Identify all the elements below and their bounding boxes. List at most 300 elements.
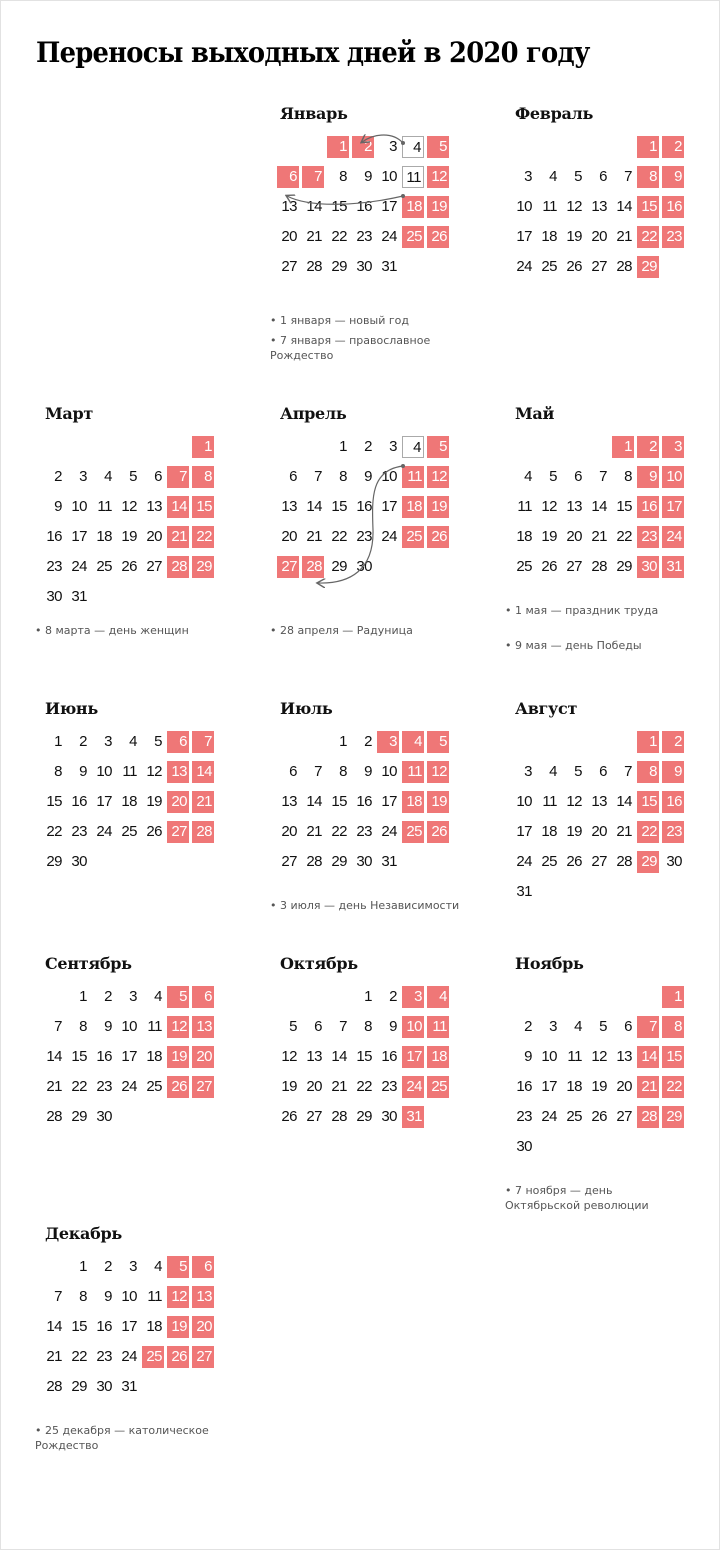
day-cell-holiday: 25 bbox=[402, 226, 424, 248]
day-cell: 17 bbox=[121, 1318, 137, 1335]
day-cell: 21 bbox=[306, 228, 322, 245]
page-title: Переносы выходных дней в 2020 году bbox=[36, 36, 590, 69]
holiday-note: • 3 июля — день Независимости bbox=[270, 899, 460, 912]
day-cell: 27 bbox=[281, 853, 297, 870]
day-cell: 29 bbox=[616, 558, 632, 575]
day-cell: 28 bbox=[306, 258, 322, 275]
day-cell-holiday: 8 bbox=[662, 1016, 684, 1038]
day-cell: 11 bbox=[542, 198, 557, 215]
day-cell-holiday: 26 bbox=[427, 526, 449, 548]
holiday-note: • 1 января — новый год bbox=[270, 314, 409, 327]
day-cell: 7 bbox=[314, 468, 322, 485]
day-cell: 19 bbox=[566, 228, 582, 245]
day-cell: 13 bbox=[591, 198, 607, 215]
day-cell: 10 bbox=[71, 498, 87, 515]
day-cell: 25 bbox=[96, 558, 112, 575]
day-cell-holiday: 18 bbox=[402, 196, 424, 218]
day-cell-transferred-workday: 11 bbox=[402, 166, 424, 188]
day-cell: 19 bbox=[591, 1078, 607, 1095]
day-cell: 8 bbox=[54, 763, 62, 780]
day-cell-holiday: 19 bbox=[167, 1046, 189, 1068]
day-cell: 16 bbox=[356, 498, 372, 515]
day-cell: 16 bbox=[46, 528, 62, 545]
day-cell: 17 bbox=[516, 228, 532, 245]
day-cell: 10 bbox=[381, 168, 397, 185]
day-cell: 12 bbox=[591, 1048, 607, 1065]
day-cell: 2 bbox=[79, 733, 87, 750]
day-cell: 22 bbox=[356, 1078, 372, 1095]
day-cell-holiday: 19 bbox=[427, 791, 449, 813]
holiday-note: • 8 марта — день женщин bbox=[35, 624, 189, 637]
day-cell: 10 bbox=[121, 1018, 137, 1035]
day-cell-holiday: 6 bbox=[277, 166, 299, 188]
day-cell: 28 bbox=[306, 853, 322, 870]
day-cell: 12 bbox=[541, 498, 557, 515]
day-cell-holiday: 4 bbox=[402, 731, 424, 753]
day-cell-holiday: 19 bbox=[427, 496, 449, 518]
day-cell: 16 bbox=[516, 1078, 532, 1095]
month-name: Апрель bbox=[280, 404, 347, 423]
day-cell: 9 bbox=[104, 1288, 112, 1305]
day-cell: 4 bbox=[154, 1258, 162, 1275]
day-cell: 9 bbox=[524, 1048, 532, 1065]
day-cell-holiday: 28 bbox=[167, 556, 189, 578]
day-cell: 26 bbox=[566, 258, 582, 275]
day-cell-holiday: 13 bbox=[192, 1016, 214, 1038]
day-cell: 1 bbox=[339, 438, 347, 455]
day-cell-holiday: 11 bbox=[402, 466, 424, 488]
day-cell-holiday: 1 bbox=[637, 731, 659, 753]
day-cell: 10 bbox=[381, 763, 397, 780]
day-cell: 20 bbox=[616, 1078, 632, 1095]
day-cell: 7 bbox=[599, 468, 607, 485]
day-cell-holiday: 12 bbox=[167, 1016, 189, 1038]
day-cell: 9 bbox=[54, 498, 62, 515]
day-cell-holiday: 8 bbox=[637, 761, 659, 783]
day-cell: 16 bbox=[96, 1048, 112, 1065]
day-cell: 6 bbox=[154, 468, 162, 485]
day-cell: 25 bbox=[516, 558, 532, 575]
month-name: Июнь bbox=[45, 699, 98, 718]
day-cell: 5 bbox=[574, 763, 582, 780]
day-cell: 12 bbox=[566, 793, 582, 810]
day-cell: 7 bbox=[54, 1288, 62, 1305]
day-cell: 18 bbox=[541, 823, 557, 840]
day-cell: 8 bbox=[79, 1288, 87, 1305]
day-cell: 21 bbox=[46, 1348, 62, 1365]
month-name: Май bbox=[515, 404, 555, 423]
day-cell: 10 bbox=[516, 793, 532, 810]
day-cell: 8 bbox=[339, 763, 347, 780]
holiday-notes bbox=[35, 623, 235, 643]
day-cell: 5 bbox=[129, 468, 137, 485]
day-cell: 11 bbox=[147, 1288, 162, 1305]
month-name: Октябрь bbox=[280, 954, 358, 973]
day-cell: 29 bbox=[46, 853, 62, 870]
day-cell: 21 bbox=[331, 1078, 347, 1095]
day-cell: 5 bbox=[289, 1018, 297, 1035]
day-cell-holiday: 3 bbox=[377, 731, 399, 753]
day-cell: 24 bbox=[71, 558, 87, 575]
day-cell: 18 bbox=[566, 1078, 582, 1095]
day-cell: 6 bbox=[289, 468, 297, 485]
day-cell: 3 bbox=[389, 138, 397, 155]
day-cell: 22 bbox=[71, 1348, 87, 1365]
day-cell-holiday: 22 bbox=[637, 226, 659, 248]
day-cell-holiday: 25 bbox=[402, 526, 424, 548]
day-cell: 4 bbox=[129, 733, 137, 750]
day-cell: 8 bbox=[339, 168, 347, 185]
day-cell: 14 bbox=[616, 793, 632, 810]
day-cell-holiday: 2 bbox=[662, 136, 684, 158]
day-cell: 9 bbox=[364, 468, 372, 485]
day-cell-holiday: 4 bbox=[427, 986, 449, 1008]
day-cell: 24 bbox=[121, 1078, 137, 1095]
day-cell-holiday: 2 bbox=[662, 731, 684, 753]
day-cell: 11 bbox=[147, 1018, 162, 1035]
day-cell-holiday: 20 bbox=[167, 791, 189, 813]
day-cell: 28 bbox=[616, 853, 632, 870]
day-cell: 10 bbox=[381, 468, 397, 485]
day-cell: 15 bbox=[331, 793, 347, 810]
day-cell: 12 bbox=[281, 1048, 297, 1065]
day-cell-holiday: 2 bbox=[637, 436, 659, 458]
day-cell: 6 bbox=[599, 763, 607, 780]
day-cell: 14 bbox=[46, 1048, 62, 1065]
day-cell: 2 bbox=[364, 438, 372, 455]
day-cell-holiday: 9 bbox=[662, 761, 684, 783]
day-cell-holiday: 29 bbox=[637, 256, 659, 278]
day-cell-holiday: 5 bbox=[167, 986, 189, 1008]
day-cell-holiday: 5 bbox=[427, 731, 449, 753]
day-cell: 7 bbox=[54, 1018, 62, 1035]
day-cell-holiday: 15 bbox=[637, 791, 659, 813]
day-cell: 29 bbox=[71, 1108, 87, 1125]
day-cell: 28 bbox=[331, 1108, 347, 1125]
day-cell: 26 bbox=[121, 558, 137, 575]
holiday-notes bbox=[270, 898, 490, 918]
day-cell: 18 bbox=[516, 528, 532, 545]
day-cell-holiday: 10 bbox=[402, 1016, 424, 1038]
day-cell: 4 bbox=[104, 468, 112, 485]
day-cell: 3 bbox=[524, 168, 532, 185]
day-cell-holiday: 1 bbox=[327, 136, 349, 158]
day-cell: 31 bbox=[381, 258, 397, 275]
day-cell: 24 bbox=[96, 823, 112, 840]
day-cell: 1 bbox=[79, 1258, 87, 1275]
day-cell-holiday: 1 bbox=[637, 136, 659, 158]
day-cell: 11 bbox=[567, 1048, 582, 1065]
day-cell: 12 bbox=[146, 763, 162, 780]
day-cell: 1 bbox=[79, 988, 87, 1005]
day-cell: 25 bbox=[541, 853, 557, 870]
day-cell: 28 bbox=[616, 258, 632, 275]
day-cell-holiday: 7 bbox=[192, 731, 214, 753]
day-cell-transferred-workday: 4 bbox=[402, 436, 424, 458]
day-cell-holiday: 5 bbox=[427, 136, 449, 158]
day-cell: 1 bbox=[54, 733, 62, 750]
holiday-note: • 28 апреля — Радуница bbox=[270, 624, 413, 637]
day-cell: 4 bbox=[574, 1018, 582, 1035]
day-cell: 17 bbox=[381, 198, 397, 215]
day-cell: 6 bbox=[599, 168, 607, 185]
day-cell: 23 bbox=[96, 1078, 112, 1095]
day-cell-holiday: 11 bbox=[402, 761, 424, 783]
day-cell-holiday: 12 bbox=[427, 466, 449, 488]
day-cell: 24 bbox=[381, 528, 397, 545]
day-cell: 13 bbox=[591, 793, 607, 810]
day-cell: 10 bbox=[541, 1048, 557, 1065]
day-cell: 14 bbox=[306, 498, 322, 515]
day-cell: 21 bbox=[46, 1078, 62, 1095]
day-cell-holiday: 14 bbox=[192, 761, 214, 783]
day-cell: 13 bbox=[281, 198, 297, 215]
day-cell: 23 bbox=[516, 1108, 532, 1125]
day-cell: 26 bbox=[541, 558, 557, 575]
month-name: Декабрь bbox=[45, 1224, 122, 1243]
day-cell: 15 bbox=[331, 498, 347, 515]
day-cell-holiday: 23 bbox=[637, 526, 659, 548]
day-cell-holiday: 3 bbox=[662, 436, 684, 458]
day-cell-transferred-workday: 4 bbox=[402, 136, 424, 158]
day-cell: 31 bbox=[516, 883, 532, 900]
day-cell-holiday: 27 bbox=[277, 556, 299, 578]
month-name: Ноябрь bbox=[515, 954, 584, 973]
day-cell: 8 bbox=[364, 1018, 372, 1035]
day-cell-holiday: 8 bbox=[192, 466, 214, 488]
day-cell: 14 bbox=[306, 198, 322, 215]
day-cell: 13 bbox=[281, 498, 297, 515]
day-cell: 19 bbox=[281, 1078, 297, 1095]
day-cell: 17 bbox=[541, 1078, 557, 1095]
month-name: Январь bbox=[280, 104, 348, 123]
day-cell: 31 bbox=[381, 853, 397, 870]
day-cell-holiday: 29 bbox=[192, 556, 214, 578]
day-cell-holiday: 28 bbox=[192, 821, 214, 843]
day-cell-holiday: 12 bbox=[427, 761, 449, 783]
day-cell: 23 bbox=[46, 558, 62, 575]
day-cell: 24 bbox=[541, 1108, 557, 1125]
day-cell-holiday: 28 bbox=[637, 1106, 659, 1128]
day-cell-holiday: 27 bbox=[192, 1346, 214, 1368]
day-cell: 16 bbox=[356, 793, 372, 810]
day-cell: 2 bbox=[54, 468, 62, 485]
day-cell: 13 bbox=[616, 1048, 632, 1065]
day-cell: 10 bbox=[516, 198, 532, 215]
month-name: Сентябрь bbox=[45, 954, 132, 973]
day-cell: 3 bbox=[79, 468, 87, 485]
day-cell-holiday: 3 bbox=[402, 986, 424, 1008]
day-cell: 16 bbox=[71, 793, 87, 810]
holiday-notes bbox=[270, 313, 460, 368]
day-cell-holiday: 20 bbox=[192, 1046, 214, 1068]
day-cell: 15 bbox=[71, 1318, 87, 1335]
day-cell-holiday: 2 bbox=[352, 136, 374, 158]
day-cell: 14 bbox=[616, 198, 632, 215]
day-cell-holiday: 26 bbox=[167, 1346, 189, 1368]
holiday-notes bbox=[270, 623, 470, 643]
day-cell: 13 bbox=[146, 498, 162, 515]
day-cell: 2 bbox=[389, 988, 397, 1005]
holiday-note: • 9 мая — день Победы bbox=[505, 639, 642, 652]
day-cell: 31 bbox=[121, 1378, 137, 1395]
day-cell: 18 bbox=[121, 793, 137, 810]
day-cell: 11 bbox=[122, 763, 137, 780]
day-cell-holiday: 18 bbox=[427, 1046, 449, 1068]
day-cell-holiday: 31 bbox=[402, 1106, 424, 1128]
day-cell: 29 bbox=[71, 1378, 87, 1395]
day-cell: 27 bbox=[566, 558, 582, 575]
day-cell: 27 bbox=[616, 1108, 632, 1125]
day-cell-holiday: 26 bbox=[427, 821, 449, 843]
day-cell: 6 bbox=[624, 1018, 632, 1035]
day-cell: 20 bbox=[591, 228, 607, 245]
day-cell: 3 bbox=[549, 1018, 557, 1035]
day-cell-holiday: 16 bbox=[637, 496, 659, 518]
day-cell: 14 bbox=[306, 793, 322, 810]
holiday-note: • 7 ноября — день Октябрьской революции bbox=[505, 1184, 649, 1212]
day-cell: 15 bbox=[331, 198, 347, 215]
day-cell: 3 bbox=[389, 438, 397, 455]
day-cell-holiday: 23 bbox=[662, 226, 684, 248]
day-cell: 21 bbox=[591, 528, 607, 545]
day-cell-holiday: 10 bbox=[662, 466, 684, 488]
day-cell: 17 bbox=[121, 1048, 137, 1065]
day-cell: 8 bbox=[339, 468, 347, 485]
day-cell-holiday: 15 bbox=[637, 196, 659, 218]
day-cell-holiday: 28 bbox=[302, 556, 324, 578]
day-cell: 28 bbox=[46, 1108, 62, 1125]
day-cell-holiday: 21 bbox=[192, 791, 214, 813]
day-cell-holiday: 6 bbox=[192, 986, 214, 1008]
day-cell-holiday: 22 bbox=[192, 526, 214, 548]
day-cell: 13 bbox=[566, 498, 582, 515]
month-name: Июль bbox=[280, 699, 333, 718]
day-cell: 20 bbox=[146, 528, 162, 545]
day-cell: 30 bbox=[666, 853, 682, 870]
holiday-notes bbox=[505, 603, 705, 658]
day-cell-holiday: 29 bbox=[662, 1106, 684, 1128]
day-cell-holiday: 22 bbox=[662, 1076, 684, 1098]
day-cell-holiday: 18 bbox=[402, 496, 424, 518]
day-cell: 21 bbox=[616, 823, 632, 840]
month-name: Август bbox=[515, 699, 578, 718]
day-cell-holiday: 21 bbox=[637, 1076, 659, 1098]
day-cell: 1 bbox=[364, 988, 372, 1005]
holiday-notes bbox=[505, 1183, 680, 1218]
day-cell-holiday: 6 bbox=[192, 1256, 214, 1278]
holiday-note: • 7 января — православное Рождество bbox=[270, 334, 431, 362]
day-cell-holiday: 27 bbox=[192, 1076, 214, 1098]
day-cell: 2 bbox=[104, 1258, 112, 1275]
day-cell: 29 bbox=[331, 558, 347, 575]
day-cell-holiday: 12 bbox=[427, 166, 449, 188]
day-cell: 24 bbox=[121, 1348, 137, 1365]
day-cell-holiday: 11 bbox=[427, 1016, 449, 1038]
day-cell: 14 bbox=[331, 1048, 347, 1065]
day-cell: 4 bbox=[524, 468, 532, 485]
day-cell: 5 bbox=[574, 168, 582, 185]
day-cell-holiday: 5 bbox=[427, 436, 449, 458]
day-cell: 26 bbox=[281, 1108, 297, 1125]
day-cell-holiday: 15 bbox=[662, 1046, 684, 1068]
day-cell: 2 bbox=[104, 988, 112, 1005]
day-cell: 16 bbox=[96, 1318, 112, 1335]
day-cell: 26 bbox=[146, 823, 162, 840]
day-cell: 4 bbox=[549, 168, 557, 185]
day-cell: 22 bbox=[616, 528, 632, 545]
day-cell: 9 bbox=[389, 1018, 397, 1035]
day-cell: 12 bbox=[121, 498, 137, 515]
day-cell: 22 bbox=[331, 823, 347, 840]
day-cell: 25 bbox=[541, 258, 557, 275]
day-cell: 3 bbox=[129, 1258, 137, 1275]
day-cell: 24 bbox=[381, 823, 397, 840]
day-cell-holiday: 25 bbox=[402, 821, 424, 843]
day-cell: 7 bbox=[624, 763, 632, 780]
day-cell: 30 bbox=[356, 258, 372, 275]
day-cell: 29 bbox=[331, 853, 347, 870]
day-cell-holiday: 13 bbox=[167, 761, 189, 783]
day-cell: 28 bbox=[591, 558, 607, 575]
day-cell: 19 bbox=[541, 528, 557, 545]
day-cell: 11 bbox=[517, 498, 532, 515]
day-cell: 30 bbox=[46, 588, 62, 605]
day-cell: 14 bbox=[46, 1318, 62, 1335]
day-cell: 10 bbox=[121, 1288, 137, 1305]
day-cell: 21 bbox=[306, 823, 322, 840]
day-cell-holiday: 12 bbox=[167, 1286, 189, 1308]
day-cell-holiday: 1 bbox=[662, 986, 684, 1008]
day-cell: 20 bbox=[281, 823, 297, 840]
day-cell: 3 bbox=[104, 733, 112, 750]
day-cell: 20 bbox=[281, 528, 297, 545]
day-cell: 27 bbox=[281, 258, 297, 275]
day-cell: 13 bbox=[281, 793, 297, 810]
month-name: Март bbox=[45, 404, 93, 423]
holiday-note: • 25 декабря — католическое Рождество bbox=[35, 1424, 209, 1452]
day-cell: 25 bbox=[146, 1078, 162, 1095]
day-cell: 31 bbox=[71, 588, 87, 605]
day-cell: 23 bbox=[381, 1078, 397, 1095]
day-cell: 24 bbox=[516, 258, 532, 275]
day-cell: 22 bbox=[331, 528, 347, 545]
day-cell: 17 bbox=[71, 528, 87, 545]
day-cell: 27 bbox=[146, 558, 162, 575]
day-cell: 24 bbox=[381, 228, 397, 245]
day-cell: 27 bbox=[591, 853, 607, 870]
day-cell-holiday: 7 bbox=[167, 466, 189, 488]
day-cell: 18 bbox=[146, 1048, 162, 1065]
day-cell: 27 bbox=[306, 1108, 322, 1125]
day-cell: 30 bbox=[516, 1138, 532, 1155]
day-cell-holiday: 6 bbox=[167, 731, 189, 753]
day-cell-holiday: 16 bbox=[662, 196, 684, 218]
day-cell: 23 bbox=[96, 1348, 112, 1365]
day-cell: 21 bbox=[616, 228, 632, 245]
day-cell: 3 bbox=[524, 763, 532, 780]
day-cell: 30 bbox=[356, 558, 372, 575]
day-cell-holiday: 24 bbox=[662, 526, 684, 548]
day-cell: 23 bbox=[356, 528, 372, 545]
day-cell: 20 bbox=[566, 528, 582, 545]
day-cell: 27 bbox=[591, 258, 607, 275]
day-cell: 9 bbox=[79, 763, 87, 780]
day-cell: 18 bbox=[146, 1318, 162, 1335]
day-cell: 5 bbox=[549, 468, 557, 485]
day-cell-holiday: 13 bbox=[192, 1286, 214, 1308]
day-cell: 5 bbox=[154, 733, 162, 750]
